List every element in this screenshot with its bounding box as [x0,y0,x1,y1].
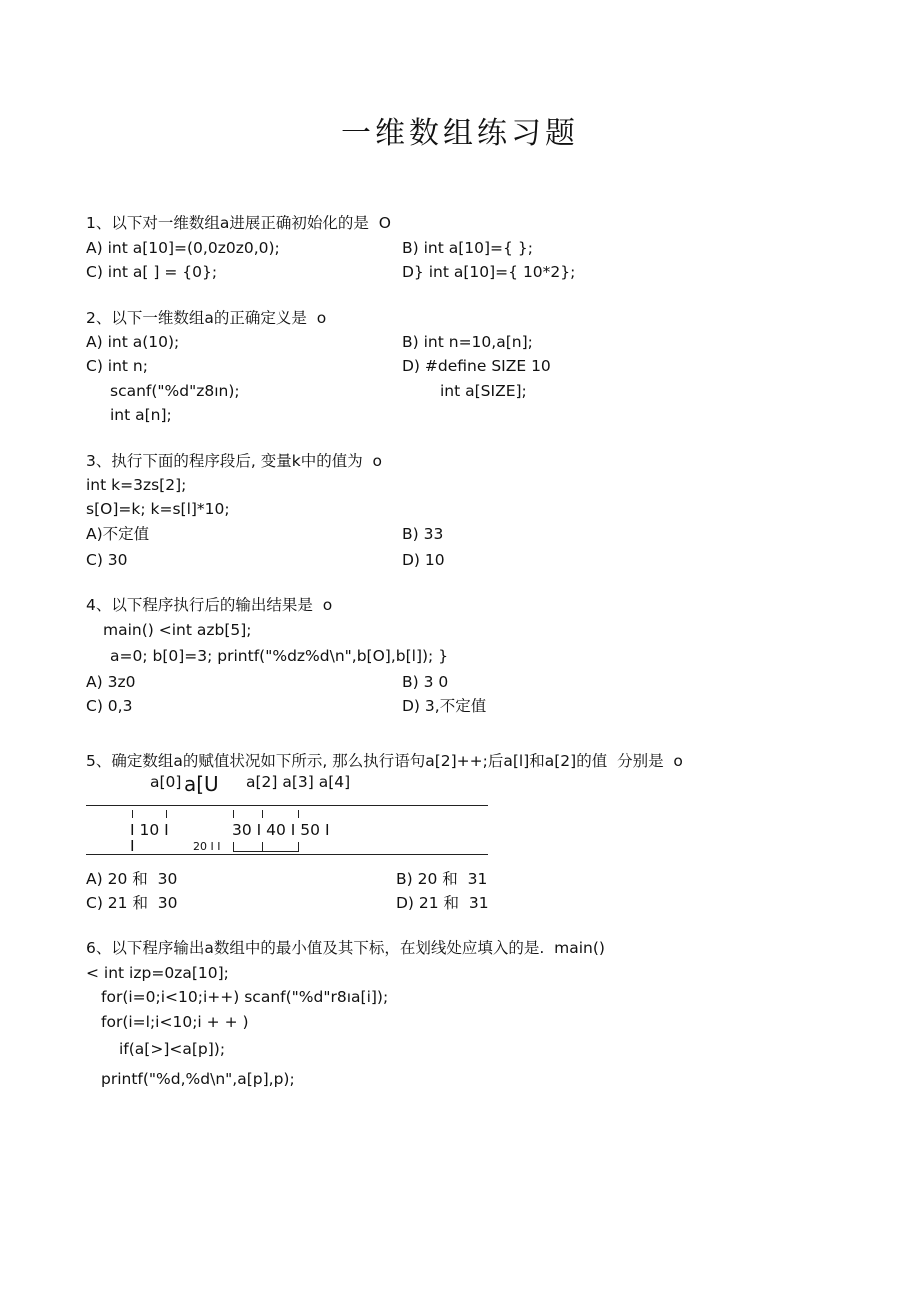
q6-code-line5: printf("%d,%d\n",a[p],p); [101,1070,295,1088]
q5-table-cells-right: 30 I 40 I 50 I [232,821,330,839]
q5-table-tick [298,810,299,818]
q3-option-d: D) 10 [402,551,445,569]
q2-option-c-line3: int a[n]; [110,406,172,424]
q3-stem: 3、执行下面的程序段后, 变量k中的值为 o [86,452,383,470]
q5-table-tick [298,842,299,851]
q3-code-line2: s[O]=k; k=s[l]*10; [86,500,230,518]
q6-code-line1: < int izp=0za[10]; [86,964,229,982]
q4-option-d: D) 3,不定值 [402,697,487,715]
q4-stem: 4、以下程序执行后的输出结果是 o [86,596,333,614]
q2-option-d-line1: D) #define SIZE 10 [402,357,551,375]
q2-option-d-line2: int a[SIZE]; [440,382,527,400]
q5-header-a1: a[U [184,772,219,796]
q5-table-tick [262,842,263,851]
q5-table-underline [233,851,299,852]
q5-table-tick [233,810,234,818]
q6-code-line3: for(i=l;i<10;i + + ) [101,1013,249,1031]
q5-table-mark: I [130,837,135,855]
q4-option-b: B) 3 0 [402,673,449,691]
q5-table-bottom-rule [86,854,488,855]
q3-option-c: C) 30 [86,551,128,569]
q4-code-line2: a=0; b[0]=3; printf("%dz%d\n",b[O],b[l]); } [110,647,449,665]
q5-table-cells-left: I 10 I [130,821,169,839]
page-title: 一维数组练习题 [341,116,579,151]
q2-stem: 2、以下一维数组a的正确定义是 o [86,309,327,327]
q2-option-c-line2: scanf("%d"z8ın); [110,382,240,400]
q5-header-rest: a[2] a[3] a[4] [246,773,351,791]
q2-option-a: A) int a(10); [86,333,180,351]
q5-table-small-cell: 20 I I [193,840,221,853]
q5-table-tick [262,810,263,818]
q4-option-a: A) 3z0 [86,673,136,691]
q1-option-d: D} int a[10]={ 10*2}; [402,263,576,281]
q5-table-tick [166,810,167,818]
q5-option-d: D) 21 和 31 [396,894,489,912]
q6-code-line4: if(a[>]<a[p]); [119,1040,226,1058]
q2-option-c-line1: C) int n; [86,357,148,375]
q5-header-a0: a[0] [150,773,182,791]
q4-option-c: C) 0,3 [86,697,133,715]
q5-option-c: C) 21 和 30 [86,894,178,912]
q4-code-line1: main() <int azb[5]; [103,621,252,639]
q6-code-line2: for(i=0;i<10;i++) scanf("%d"r8ıa[i]); [101,988,389,1006]
q5-option-a: A) 20 和 30 [86,870,178,888]
q1-option-b: B) int a[10]={ }; [402,239,533,257]
q6-stem: 6、以下程序输出a数组中的最小值及其下标，在划线处应填入的是. main() [86,939,605,957]
q5-stem: 5、确定数组a的赋值状况如下所示, 那么执行语句a[2]++;后a[l]和a[2]的值 分别是 o [86,752,683,770]
q3-option-b: B) 33 [402,525,444,543]
q1-option-c: C) int a[ ] = {0}; [86,263,218,281]
q5-table-tick [233,842,234,851]
q5-table-tick [132,810,133,818]
q3-option-a: A)不定值 [86,525,150,543]
q1-stem: 1、以下对一维数组a进展正确初始化的是 O [86,214,391,232]
q5-option-b: B) 20 和 31 [396,870,488,888]
q2-option-b: B) int n=10,a[n]; [402,333,533,351]
q3-code-line1: int k=3zs[2]; [86,476,187,494]
q1-option-a: A) int a[10]=(0,0z0z0,0); [86,239,280,257]
q5-table-top-rule [86,805,488,806]
